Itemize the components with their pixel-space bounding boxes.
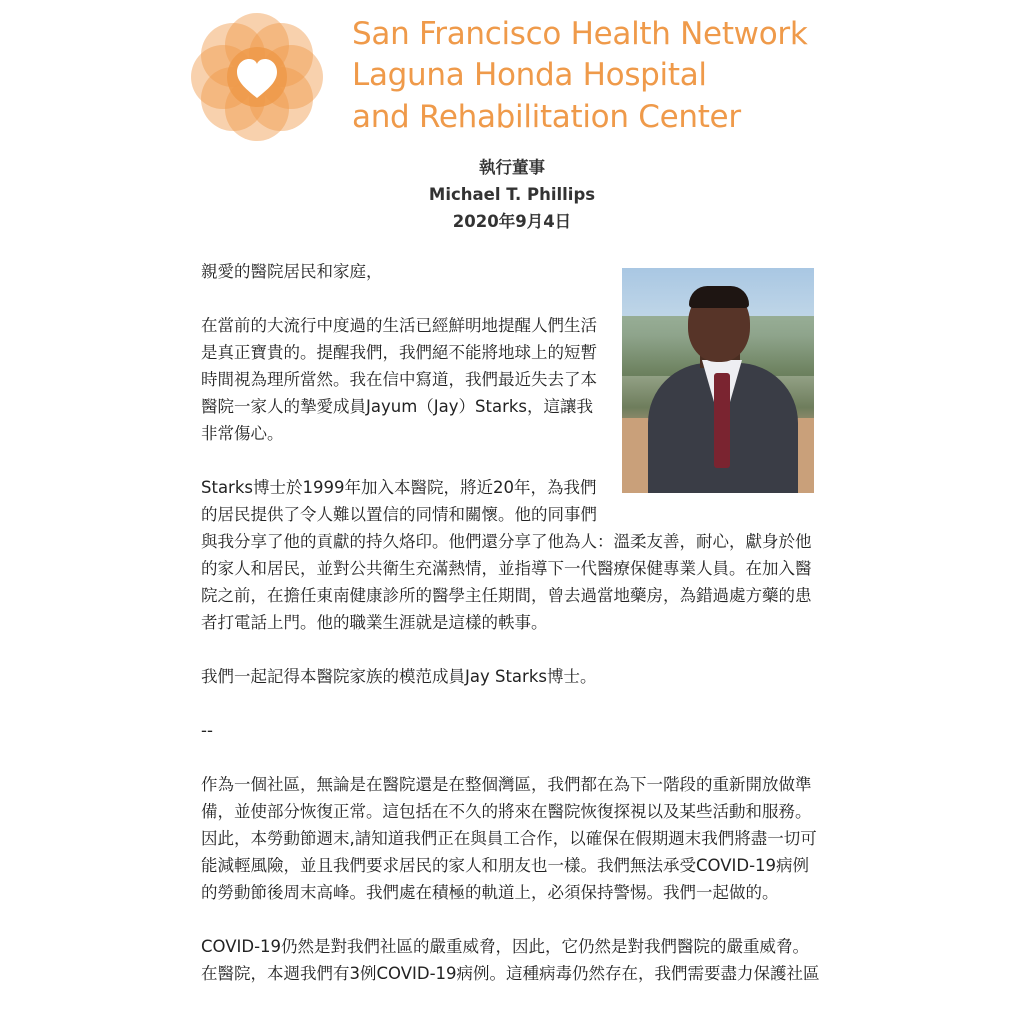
paragraph-5: COVID-19仍然是對我們社區的嚴重威脅，因此，它仍然是對我們醫院的嚴重威脅。在醫院，本週我們有3例COVID-19病例。這種病毒仍然存在，我們需要盡力保護社區 [201,937,820,983]
paragraph-4: 作為一個社區，無論是在醫院還是在整個灣區，我們都在為下一階段的重新開放做準備，並使部分恢復正常。這包括在不久的將來在醫院恢復探視以及某些活動和服務。因此，本勞動節週末,請知道我們正在與員工合作，以確保在假期週末我們將盡一切可能減輕風險，並且我們要求居民的家人和朋友也一樣。我們無法承受COVID-19病例的勞動節後周末高峰。我們處在積極的軌道上，必須保持警惕。我們一起做的。 [201,775,817,902]
author-name: Michael T. Phillips [428,185,596,204]
letter-date: 2020年9月4日 [452,212,572,231]
author-role: 執行董事 [479,158,545,177]
letter-heading [0,154,1024,235]
center-name: and Rehabilitation Center [352,99,741,135]
paragraph-1: 在當前的大流行中度過的生活已經鮮明地提醒人們生活是真正寶貴的。提醒我們，我們絕不能將地球上的短暫時間視為理所當然。我在信中寫道，我們最近失去了本醫院一家人的摯愛成員Jayum（Jay）Starks，這讓我非常傷心。 [201,316,597,443]
paragraph-3: 我們一起記得本醫院家族的模范成員Jay Starks博士。 [201,667,597,686]
logo-heart-flower-icon [190,12,324,142]
letter-body [201,258,821,1014]
salutation: 親愛的醫院居民和家庭， [201,262,383,281]
paragraph-2: Starks博士於1999年加入本醫院，將近20年，為我們的居民提供了令人難以置信的同情和關懷。他的同事們與我分享了他的貢獻的持久烙印。他們還分享了他為人：溫柔友善，耐心，獻身於他的家人和居民，並對公共衛生充滿熱情，並指導下一代醫療保健專業人員。在加入醫院之前，在擔任東南健康診所的醫學主任期間，曾去過當地藥房，為錯過處方藥的患者打電話上門。他的職業生涯就是這樣的軼事。 [201,478,812,632]
organization-name [352,14,808,138]
hospital-name: Laguna Honda Hospital [352,57,707,93]
separator: -- [201,721,213,740]
author-portrait-photo [622,268,814,493]
network-name: San Francisco Health Network [352,16,808,52]
